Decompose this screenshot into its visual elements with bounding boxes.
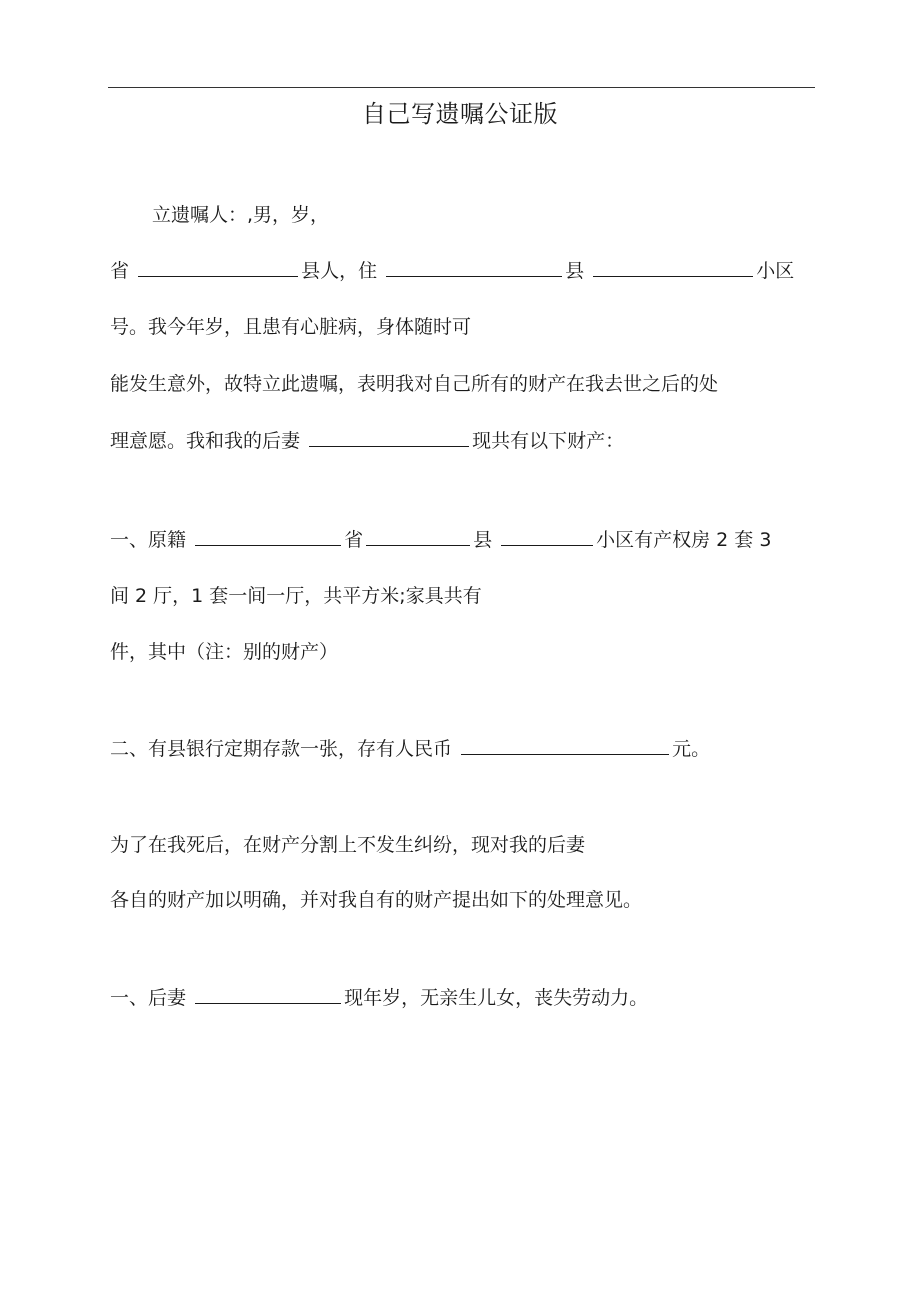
origin-county-blank[interactable] [366,527,470,546]
wife-label: 理意愿。我和我的后妻 [110,430,301,452]
wife-property-line [110,427,624,455]
header-rule [108,87,815,88]
origin-province-label: 省 [344,529,364,551]
community-label: 小区 [756,260,795,282]
age-health-text: 号。我今年岁，且患有心脏病，身体随时可 [110,316,472,338]
province-blank[interactable] [138,258,298,277]
county-resident-label: 县人，住 [301,260,378,282]
document-title: 自己写遗嘱公证版 [362,100,558,128]
other-property-line [110,638,338,666]
province-label: 省 [110,260,130,282]
testator-line [152,201,329,229]
rooms-line [110,582,482,610]
county-label: 县 [565,260,585,282]
address-line [110,257,794,285]
clarify-text: 各自的财产加以明确，并对我自有的财产提出如下的处理意见。 [110,889,643,911]
age-health-line [110,313,471,341]
property-item-1-line [110,526,771,554]
intent-text: 能发生意外，故特立此遗嘱，表明我对自己所有的财产在我去世之后的处 [110,373,719,395]
origin-province-blank[interactable] [195,527,341,546]
wife-item-label: 一、后妻 [110,987,187,1009]
purpose-text: 为了在我死后，在财产分割上不发生纠纷，现对我的后妻 [110,834,586,856]
purpose-line [110,831,585,859]
other-property-text: 件，其中（注：别的财产） [110,641,339,663]
housing-text: 小区有产权房 2 套 3 [596,529,772,551]
property-intro-text: 现共有以下财产： [472,430,625,452]
rooms-text: 间 2 厅，1 套一间一厅，共平方米;家具共有 [110,585,482,607]
testator-text: 立遗嘱人：,男，岁， [152,204,330,226]
origin-label: 一、原籍 [110,529,187,551]
currency-unit: 元。 [672,738,711,760]
wife-name-blank[interactable] [309,428,469,447]
clarify-line [110,886,642,914]
residence-blank[interactable] [386,258,562,277]
origin-county-label: 县 [473,529,493,551]
intent-line [110,370,718,398]
wife-condition-text: 现年岁，无亲生儿女，丧失劳动力。 [344,987,649,1009]
community-blank[interactable] [593,258,753,277]
origin-community-blank[interactable] [501,527,593,546]
wife-item-blank[interactable] [195,985,341,1004]
deposit-amount-blank[interactable] [461,736,669,755]
deposit-text: 二、有县银行定期存款一张，存有人民币 [110,738,453,760]
disposition-item-1-line [110,984,648,1012]
property-item-2-line [110,735,710,763]
